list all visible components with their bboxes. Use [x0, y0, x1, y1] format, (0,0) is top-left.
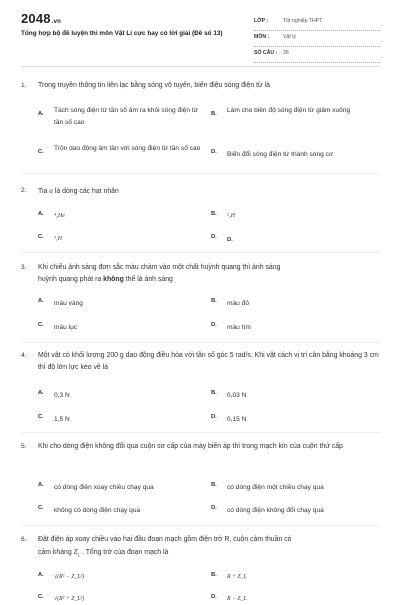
option-text: √(R² − Z_L²) [54, 574, 85, 580]
question-number: 4. [21, 352, 27, 359]
question-text-suffix: là dòng các hạt nhân [54, 188, 119, 195]
question-number: 2. [21, 187, 27, 194]
option-text: Tách sóng điện từ tần số âm ra khỏi sóng điện từ tần số cao [54, 107, 199, 126]
question-text-suffix: thể là ánh sáng [125, 276, 173, 283]
question-text-emphasis: không [103, 276, 124, 283]
brand-suffix: .vn [51, 19, 62, 25]
meta-row-class [254, 16, 380, 31]
meta-key: LỚP : [254, 18, 269, 24]
option-text: Làm cho biên độ sóng điện từ giảm xuống [227, 107, 351, 114]
meta-value: Vật lý [283, 34, 296, 40]
question-text-prefix: Tia [38, 188, 48, 195]
meta-row-subject [254, 32, 380, 47]
question-text-line2 [38, 546, 384, 561]
reactance-symbol [74, 548, 80, 556]
question-divider [21, 173, 380, 174]
option-label: C. [38, 414, 44, 420]
option-label: C. [38, 322, 44, 328]
option-text: có dòng điện không đổi chạy qua [227, 507, 324, 514]
question-text-prefix: huỳnh quang phát ra [38, 276, 102, 283]
option-label: A. [38, 390, 44, 396]
option-text: D. [227, 237, 233, 243]
option-text: màu lục [54, 324, 78, 331]
option-label: D. [211, 505, 217, 511]
option-label: D. [211, 234, 217, 240]
option-text: 0,3 N [54, 392, 70, 399]
option-label: A. [38, 482, 44, 488]
question-divider [21, 432, 380, 433]
header-divider [21, 66, 380, 67]
option-text: có dòng điện xoay chiều chạy qua [54, 484, 154, 491]
question-number: 6. [21, 536, 27, 543]
option-text: ⁴₂He [54, 213, 65, 219]
option-text: √(R² + Z_L²) [54, 596, 85, 602]
option-label: B. [211, 572, 217, 578]
option-text: màu tím [227, 324, 251, 331]
question-text [38, 534, 384, 561]
meta-info [254, 16, 380, 64]
option-label: D. [211, 414, 217, 420]
option-label: B. [211, 111, 217, 117]
option-label: B. [211, 298, 217, 304]
meta-row-count [254, 48, 380, 63]
reactance-subscript: L [77, 552, 81, 558]
option-text: có dòng điện một chiều chạy qua [227, 484, 324, 491]
option-text: ³₁H [54, 236, 62, 242]
option-label: A. [38, 111, 44, 117]
question-text-line1: Đặt điện áp xoay chiều vào hai đầu đoạn mạch gồm điện trở R, cuộn cảm thuần có [38, 536, 292, 543]
meta-value: 36 [283, 50, 289, 56]
question-text [38, 262, 384, 286]
question-text-suffix: . Tổng trở của đoạn mạch là [81, 549, 169, 556]
brand-logo[interactable] [21, 11, 61, 26]
option-label: C. [38, 149, 44, 155]
header [0, 0, 400, 62]
option-label: B. [211, 482, 217, 488]
option-label: A. [38, 572, 44, 578]
option-text: màu đỏ [227, 300, 249, 307]
meta-key: MÔN : [254, 34, 270, 40]
option-text: không có dòng điện chạy qua [54, 507, 141, 514]
option-label: C. [38, 594, 44, 600]
meta-value: Tốt nghiệp THPT [283, 18, 323, 24]
option-label: B. [211, 211, 217, 217]
question-text: Khi cho dòng điện không đổi qua cuộn sơ cấp của máy biến áp thì trong mạch kín của cuộn thứ cấp [38, 443, 343, 450]
meta-key: SỐ CÂU : [254, 50, 278, 56]
question-number: 1. [21, 82, 27, 89]
question-number: 5. [21, 443, 27, 450]
option-text: ²₁H [227, 213, 235, 219]
question-divider [21, 525, 380, 526]
option-text: 1,5 N [54, 416, 70, 423]
option-label: D. [211, 149, 217, 155]
option-text: 0,03 N [227, 392, 247, 399]
option-label: A. [38, 211, 44, 217]
option-text: R + Z_L [227, 574, 247, 580]
option-text: màu vàng [54, 300, 83, 307]
question-text: Một vật có khối lượng 200 g dao động điều hòa với tần số góc 5 rad/s. Khi vật cách vị trí cân bằng khoảng 3 cm thì độ lớn lực kéo về là [38, 352, 379, 371]
question-text-prefix: cảm kháng [38, 549, 72, 556]
question-text-line1: Khi chiếu ánh sáng đơn sắc màu chàm vào một chất huỳnh quang thì ánh sáng [38, 264, 281, 271]
option-label: A. [38, 298, 44, 304]
option-text: R − Z_L [227, 596, 247, 602]
option-label: D. [211, 322, 217, 328]
option-text: Biến đổi sóng điện từ thành sóng cơ [227, 151, 334, 158]
document-title: Tổng hợp bộ đề luyện thi môn Vật Lí cực hay có lời giải (Đề số 13) [21, 30, 223, 37]
question-divider [21, 252, 380, 253]
question-text: Trong truyền thông tin liên lạc bằng sóng vô tuyến, biến điệu sóng điện từ là [38, 82, 270, 89]
question-text [38, 185, 384, 198]
option-label: C. [38, 234, 44, 240]
option-label: B. [211, 390, 217, 396]
option-text: 0,15 N [227, 416, 247, 423]
question-text-line2 [38, 274, 384, 286]
reactance-letter: Z [73, 548, 78, 556]
question-number: 3. [21, 264, 27, 271]
option-label: D. [211, 594, 217, 600]
option-label: C. [38, 505, 44, 511]
brand-name: 2048 [21, 11, 51, 26]
question-divider [21, 342, 380, 343]
alpha-symbol: α [49, 187, 53, 195]
option-text: Trộn dao động âm tần với sóng điện từ tần số cao [54, 145, 201, 152]
